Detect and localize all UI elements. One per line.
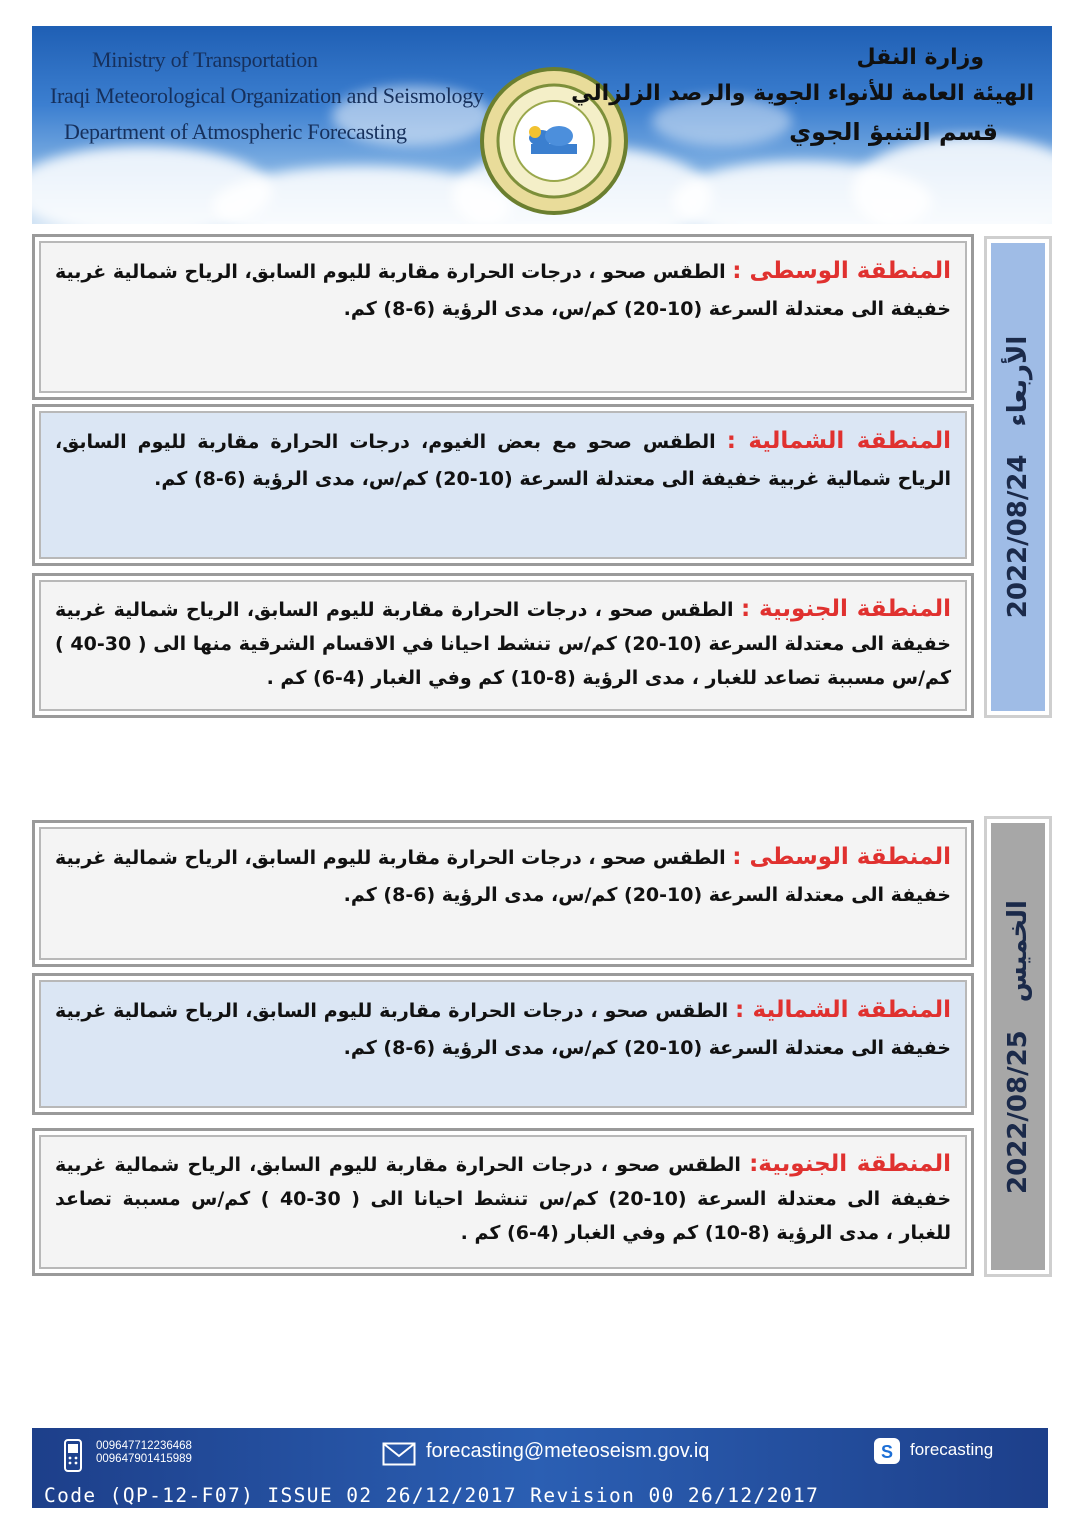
organization-name-ar: الهيئة العامة للأنواء الجوية والرصد الزلزالي bbox=[571, 81, 1034, 106]
document-code: Code (QP-12-F07) ISSUE 02 26/12/2017 Revision 00 26/12/2017 bbox=[44, 1484, 820, 1507]
organization-name-en: Iraqi Meteorological Organization and Seismology bbox=[50, 83, 484, 108]
department-name-ar: قسم التنبؤ الجوي bbox=[789, 118, 998, 146]
region-forecast: الطقس صحو ، درجات الحرارة مقاربة لليوم السابق، الرياح شمالية غربية خفيفة الى معتدلة السرعة (10-20) كم/س تنشط احيانا في الاقسام الشرقية منها الى ( 30-40 ) كم/س مسببة تصاعد للغبار ، مدى الرؤية (8-10) كم وفي الغبار (4-6) كم . bbox=[55, 599, 951, 689]
forecast-date: 2022/08/24 bbox=[1003, 454, 1033, 619]
phone-icon bbox=[64, 1438, 82, 1472]
footer-bar bbox=[32, 1428, 1048, 1508]
day-name: الأربعاء bbox=[1003, 335, 1033, 427]
day1-northern-region bbox=[32, 404, 974, 566]
phone-numbers bbox=[96, 1440, 192, 1466]
day-name: الخميس bbox=[1003, 899, 1033, 1002]
day1-central-region bbox=[32, 234, 974, 400]
day2-date-panel bbox=[984, 816, 1052, 1277]
region-name: المنطقة الوسطى : bbox=[732, 844, 952, 870]
email-link[interactable]: forecasting@meteoseism.gov.iq bbox=[426, 1440, 710, 1462]
ministry-name-en: Ministry of Transportation bbox=[92, 47, 318, 72]
region-forecast: الطقس صحو ، درجات الحرارة مقاربة لليوم السابق، الرياح شمالية غربية خفيفة الى معتدلة السرعة (10-20) كم/س تنشط احيانا الى ( 30-40 ) كم/س مسببة تصاعد للغبار ، مدى الرؤية (8-10) كم وفي الغبار (4-6) كم . bbox=[55, 1154, 952, 1244]
region-name: المنطقة الشمالية : bbox=[726, 428, 952, 454]
day2-southern-region bbox=[32, 1128, 974, 1276]
header-english bbox=[50, 42, 484, 150]
region-forecast: الطقس صحو ، درجات الحرارة مقاربة لليوم السابق، الرياح شمالية غربية خفيفة الى معتدلة السرعة (10-20) كم/س، مدى الرؤية (6-8) كم. bbox=[55, 261, 951, 320]
region-name: المنطقة الوسطى : bbox=[732, 258, 952, 284]
day2-northern-region bbox=[32, 973, 974, 1115]
forecast-date: 2022/08/25 bbox=[1003, 1029, 1033, 1194]
region-forecast: الطقس صحو ، درجات الحرارة مقاربة لليوم السابق، الرياح شمالية غربية خفيفة الى معتدلة السرعة (10-20) كم/س، مدى الرؤية (6-8) كم. bbox=[55, 1000, 951, 1059]
svg-text:S: S bbox=[880, 1442, 894, 1462]
day2-central-region bbox=[32, 820, 974, 967]
region-forecast: الطقس صحو مع بعض الغيوم، درجات الحرارة مقاربة لليوم السابق، الرياح شمالية غربية خفيفة الى معتدلة السرعة (10-20) كم/س، مدى الرؤية (6-8) كم. bbox=[55, 431, 951, 490]
mail-icon bbox=[382, 1442, 416, 1466]
day1-date-panel bbox=[984, 236, 1052, 718]
region-name: المنطقة الجنوبية : bbox=[741, 596, 952, 622]
day1-southern-region bbox=[32, 573, 974, 718]
phone-number: 009647712236468 bbox=[96, 1440, 192, 1452]
skype-icon bbox=[874, 1438, 900, 1464]
skype-handle[interactable]: forecasting bbox=[910, 1440, 994, 1459]
phone-number: 009647901415989 bbox=[96, 1453, 192, 1465]
region-name: المنطقة الجنوبية: bbox=[749, 1151, 951, 1177]
header-arabic bbox=[571, 40, 1034, 152]
department-name-en: Department of Atmospheric Forecasting bbox=[64, 119, 407, 144]
header-banner bbox=[32, 26, 1052, 224]
ministry-name-ar: وزارة النقل bbox=[856, 45, 984, 70]
region-name: المنطقة الشمالية : bbox=[735, 997, 951, 1023]
region-forecast: الطقس صحو ، درجات الحرارة مقاربة لليوم السابق، الرياح شمالية غربية خفيفة الى معتدلة السرعة (10-20) كم/س، مدى الرؤية (6-8) كم. bbox=[55, 847, 951, 906]
